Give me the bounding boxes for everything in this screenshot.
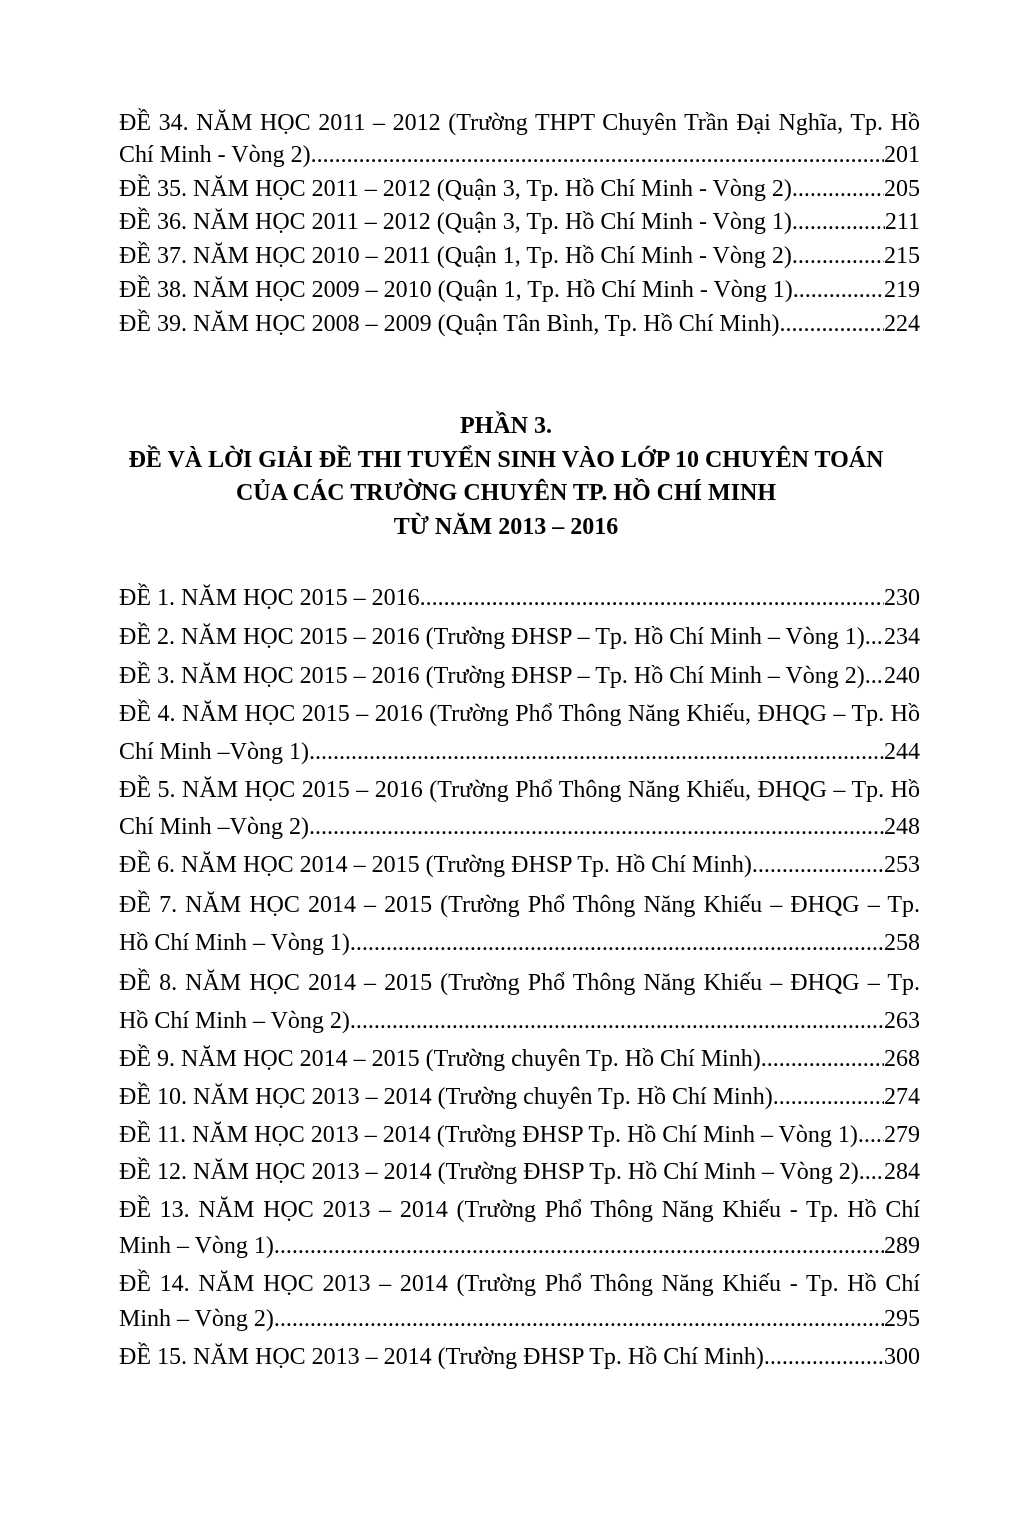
entry-title: Minh – Vòng 1) xyxy=(119,1233,274,1259)
toc-entry xyxy=(119,928,920,958)
toc-entry xyxy=(119,241,920,271)
page-number: 289 xyxy=(884,1233,920,1259)
toc-entry-line1: ĐỀ 5. NĂM HỌC 2015 – 2016 (Trường Phổ Thông Năng Khiếu, ĐHQG – Tp. Hồ xyxy=(119,777,920,803)
entry-title: ĐỀ 39. NĂM HỌC 2008 – 2009 (Quận Tân Bình, Tp. Hồ Chí Minh) xyxy=(119,311,780,337)
toc-entry xyxy=(119,174,920,204)
entry-title: ĐỀ 10. NĂM HỌC 2013 – 2014 (Trường chuyên Tp. Hồ Chí Minh) xyxy=(119,1084,773,1110)
dot-leader xyxy=(865,622,884,652)
page-number: 300 xyxy=(884,1344,920,1370)
page-number: 201 xyxy=(884,142,920,168)
dot-leader xyxy=(350,928,884,958)
toc-entry xyxy=(119,583,920,613)
toc-entry xyxy=(119,1006,920,1036)
dot-leader xyxy=(764,1342,884,1372)
entry-title: Hồ Chí Minh – Vòng 2) xyxy=(119,1008,350,1034)
page-number: 274 xyxy=(884,1084,920,1110)
page-number: 295 xyxy=(884,1306,920,1332)
toc-entry-line1: ĐỀ 14. NĂM HỌC 2013 – 2014 (Trường Phổ Thông Năng Khiếu - Tp. Hồ Chí xyxy=(119,1271,920,1297)
entry-title: ĐỀ 37. NĂM HỌC 2010 – 2011 (Quận 1, Tp. Hồ Chí Minh - Vòng 2) xyxy=(119,243,792,269)
page-number: 205 xyxy=(884,176,920,202)
toc-entry-line1: ĐỀ 34. NĂM HỌC 2011 – 2012 (Trường THPT Chuyên Trần Đại Nghĩa, Tp. Hồ xyxy=(119,110,920,136)
dot-leader xyxy=(859,1157,884,1187)
entry-title: Chí Minh –Vòng 1) xyxy=(119,739,310,765)
page-number: 258 xyxy=(884,930,920,956)
entry-title: ĐỀ 1. NĂM HỌC 2015 – 2016 xyxy=(119,585,420,611)
dot-leader xyxy=(752,850,884,880)
toc-entry xyxy=(119,309,920,339)
page-number: 263 xyxy=(884,1008,920,1034)
entry-title: ĐỀ 11. NĂM HỌC 2013 – 2014 (Trường ĐHSP Tp. Hồ Chí Minh – Vòng 1) xyxy=(119,1122,858,1148)
toc-entry xyxy=(119,622,920,652)
toc-entry xyxy=(119,275,920,305)
toc-entry xyxy=(119,1120,920,1150)
dot-leader xyxy=(274,1304,884,1334)
dot-leader xyxy=(311,140,884,170)
toc-entry xyxy=(119,812,920,842)
dot-leader xyxy=(350,1006,884,1036)
dot-leader xyxy=(792,207,885,237)
entry-title: Hồ Chí Minh – Vòng 1) xyxy=(119,930,350,956)
entry-title: ĐỀ 3. NĂM HỌC 2015 – 2016 (Trường ĐHSP – Tp. Hồ Chí Minh – Vòng 2) xyxy=(119,663,865,689)
toc-entry-line1: ĐỀ 13. NĂM HỌC 2013 – 2014 (Trường Phổ Thông Năng Khiếu - Tp. Hồ Chí xyxy=(119,1197,920,1223)
page-number: 230 xyxy=(884,585,920,611)
dot-leader xyxy=(793,275,884,305)
dot-leader xyxy=(865,661,884,691)
page-number: 268 xyxy=(884,1046,920,1072)
entry-title: ĐỀ 2. NĂM HỌC 2015 – 2016 (Trường ĐHSP – Tp. Hồ Chí Minh – Vòng 1) xyxy=(119,624,865,650)
entry-title: ĐỀ 36. NĂM HỌC 2011 – 2012 (Quận 3, Tp. Hồ Chí Minh - Vòng 1) xyxy=(119,209,792,235)
dot-leader xyxy=(858,1120,884,1150)
toc-entry xyxy=(119,140,920,170)
toc-entry xyxy=(119,1082,920,1112)
part-heading-line: CỦA CÁC TRƯỜNG CHUYÊN TP. HỒ CHÍ MINH xyxy=(235,480,777,506)
entry-title: ĐỀ 38. NĂM HỌC 2009 – 2010 (Quận 1, Tp. Hồ Chí Minh - Vòng 1) xyxy=(119,277,793,303)
entry-title: ĐỀ 6. NĂM HỌC 2014 – 2015 (Trường ĐHSP Tp. Hồ Chí Minh) xyxy=(119,852,752,878)
dot-leader xyxy=(773,1082,884,1112)
dot-leader xyxy=(420,583,884,613)
toc-entry xyxy=(119,1231,920,1261)
dot-leader xyxy=(761,1044,884,1074)
toc-entry xyxy=(119,1304,920,1334)
page-number: 215 xyxy=(884,243,920,269)
page-number: 253 xyxy=(884,852,920,878)
page-number: 211 xyxy=(884,209,920,235)
dot-leader xyxy=(309,737,884,767)
page-number: 240 xyxy=(884,663,920,689)
entry-title: Minh – Vòng 2) xyxy=(119,1306,274,1332)
dot-leader xyxy=(274,1231,884,1261)
toc-entry xyxy=(119,1157,920,1187)
part-heading-line: ĐỀ VÀ LỜI GIẢI ĐỀ THI TUYỂN SINH VÀO LỚP 10 CHUYÊN TOÁN xyxy=(128,447,884,473)
entry-title: ĐỀ 15. NĂM HỌC 2013 – 2014 (Trường ĐHSP Tp. Hồ Chí Minh) xyxy=(119,1344,764,1370)
toc-entry xyxy=(119,737,920,767)
toc-entry xyxy=(119,1342,920,1372)
page-number: 248 xyxy=(884,814,920,840)
entry-title: ĐỀ 9. NĂM HỌC 2014 – 2015 (Trường chuyên Tp. Hồ Chí Minh) xyxy=(119,1046,761,1072)
entry-title: ĐỀ 35. NĂM HỌC 2011 – 2012 (Quận 3, Tp. Hồ Chí Minh - Vòng 2) xyxy=(119,176,792,202)
page-number: 219 xyxy=(884,277,920,303)
part-title: PHẦN 3. xyxy=(460,413,552,439)
entry-title: Chí Minh –Vòng 2) xyxy=(119,814,310,840)
toc-entry xyxy=(119,850,920,880)
entry-title: Chí Minh - Vòng 2) xyxy=(119,142,311,168)
page-number: 284 xyxy=(884,1159,920,1185)
toc-entry-line1: ĐỀ 8. NĂM HỌC 2014 – 2015 (Trường Phổ Thông Năng Khiếu – ĐHQG – Tp. xyxy=(119,970,920,996)
entry-title: ĐỀ 12. NĂM HỌC 2013 – 2014 (Trường ĐHSP Tp. Hồ Chí Minh – Vòng 2) xyxy=(119,1159,859,1185)
page-number: 244 xyxy=(884,739,920,765)
toc-entry xyxy=(119,661,920,691)
dot-leader xyxy=(792,174,884,204)
dot-leader xyxy=(309,812,884,842)
toc-entry xyxy=(119,1044,920,1074)
toc-entry xyxy=(119,207,920,237)
page-number: 279 xyxy=(884,1122,920,1148)
page-number: 234 xyxy=(884,624,920,650)
dot-leader xyxy=(779,309,884,339)
dot-leader xyxy=(792,241,884,271)
toc-entry-line1: ĐỀ 4. NĂM HỌC 2015 – 2016 (Trường Phổ Thông Năng Khiếu, ĐHQG – Tp. Hồ xyxy=(119,701,920,727)
page-number: 224 xyxy=(884,311,920,337)
toc-entry-line1: ĐỀ 7. NĂM HỌC 2014 – 2015 (Trường Phổ Thông Năng Khiếu – ĐHQG – Tp. xyxy=(119,892,920,918)
part-heading-line: TỪ NĂM 2013 – 2016 xyxy=(393,514,619,540)
